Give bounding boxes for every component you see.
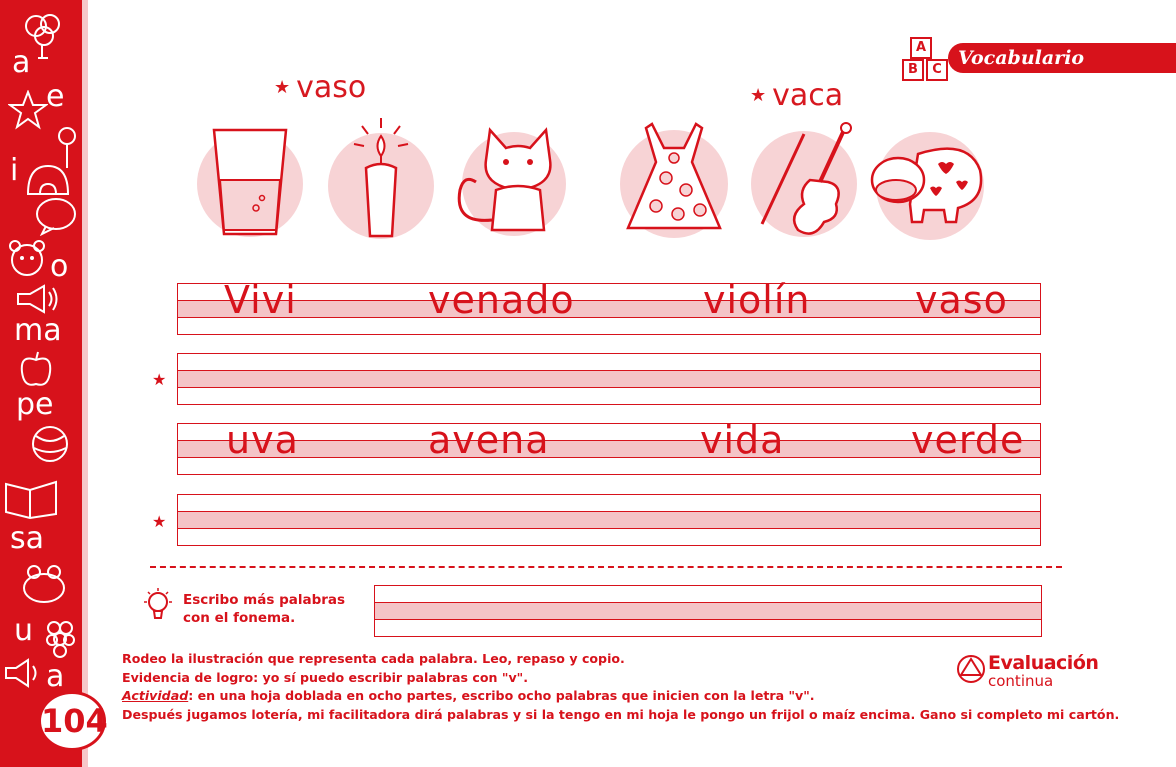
ball-icon	[30, 424, 70, 464]
bear-icon	[6, 238, 48, 278]
guide-line	[178, 387, 1040, 388]
star-icon: ★	[152, 512, 167, 531]
lightbulb-icon	[138, 586, 178, 626]
guide-line	[178, 528, 1040, 529]
star-icon: ★	[152, 370, 167, 389]
trace-word: vida	[700, 418, 785, 462]
megaphone-small-icon	[2, 656, 42, 690]
block-c-icon: C	[926, 59, 948, 81]
section-label: Vocabulario	[958, 47, 1085, 69]
sidebar-letter-u: u	[14, 613, 34, 648]
guide-line	[178, 317, 1040, 318]
trace-word: verde	[911, 418, 1025, 462]
candle-icon[interactable]	[326, 114, 436, 242]
practice-row-1[interactable]	[177, 278, 1041, 335]
star-face-icon	[8, 90, 48, 130]
trace-word: venado	[428, 278, 575, 322]
sidebar-letter-e: e	[46, 79, 65, 114]
dress-icon[interactable]	[616, 118, 732, 240]
sidebar-letter-a-bottom: a	[46, 659, 65, 694]
keyword-left-text: vaso	[296, 70, 367, 105]
igloo-icon	[26, 162, 70, 196]
trace-word: Vivi	[224, 278, 297, 322]
guide-line	[178, 300, 1040, 301]
sidebar-letter-i: i	[10, 153, 19, 188]
book-icon	[2, 474, 60, 520]
extra-words-lines[interactable]	[374, 585, 1042, 637]
keyword-left	[274, 70, 366, 105]
activity-text: : en una hoja doblada en ocho partes, escribo ocho palabras que inicien con la letra "v".	[188, 688, 815, 703]
page-number: 104	[38, 691, 106, 751]
logo-subtitle: continua	[988, 672, 1054, 690]
writing-band	[178, 300, 1040, 317]
sidebar-letter-pe: pe	[16, 387, 54, 422]
frog-icon	[18, 560, 70, 608]
practice-row-4[interactable]	[177, 494, 1041, 546]
apple-icon	[16, 350, 56, 390]
writing-band	[178, 370, 1040, 387]
keyword-right	[750, 78, 843, 113]
triangle-circle-icon	[956, 654, 986, 684]
guide-line	[178, 511, 1040, 512]
violin-icon[interactable]	[748, 120, 860, 242]
instruction-line-2: Evidencia de logro: yo sí puedo escribir palabras con "v".	[122, 669, 529, 685]
guide-line	[178, 370, 1040, 371]
instruction-line-4: Después jugamos lotería, mi facilitadora dirá palabras y si la tengo en mi hoja le pongo un frijol o maíz encima. Gano si completo mi cartón.	[122, 706, 1120, 722]
star-icon: ★	[274, 77, 291, 98]
letters-sidebar	[0, 0, 82, 767]
trace-word: uva	[226, 418, 299, 462]
sidebar-letter-sa: sa	[10, 521, 45, 556]
practice-row-3[interactable]	[177, 418, 1041, 475]
star-icon: ★	[750, 85, 767, 106]
sidebar-letter-ma: ma	[14, 313, 62, 348]
guide-line	[375, 619, 1041, 620]
cow-icon[interactable]	[868, 124, 992, 240]
megaphone-icon	[14, 282, 60, 316]
writing-band	[178, 511, 1040, 528]
trace-word: vaso	[915, 278, 1008, 322]
sidebar-letter-o: o	[50, 249, 69, 284]
glass-icon[interactable]	[194, 122, 306, 240]
keyword-right-text: vaca	[772, 78, 844, 113]
trace-word: avena	[428, 418, 550, 462]
sidebar-letter-a: a	[12, 45, 31, 80]
block-a-icon: A	[910, 37, 932, 59]
activity-label: Actividad	[122, 688, 189, 703]
instruction-line-1: Rodeo la ilustración que representa cada palabra. Leo, repaso y copio.	[122, 651, 625, 666]
guide-line	[375, 602, 1041, 603]
speech-bubble-icon	[34, 196, 78, 236]
dashed-divider	[150, 566, 1062, 568]
practice-row-2[interactable]	[177, 353, 1041, 405]
logo-title: Evaluación	[988, 652, 1099, 674]
block-b-icon: B	[902, 59, 924, 81]
trace-word: violín	[703, 278, 811, 322]
sidebar-edge	[82, 0, 88, 767]
grapes-icon	[44, 614, 78, 664]
evaluation-logo	[956, 652, 1106, 692]
extra-words-prompt: Escribo más palabras con el fonema.	[183, 592, 346, 626]
vocabulary-header	[900, 35, 1176, 85]
writing-band	[375, 602, 1041, 619]
cat-icon[interactable]	[446, 124, 570, 240]
